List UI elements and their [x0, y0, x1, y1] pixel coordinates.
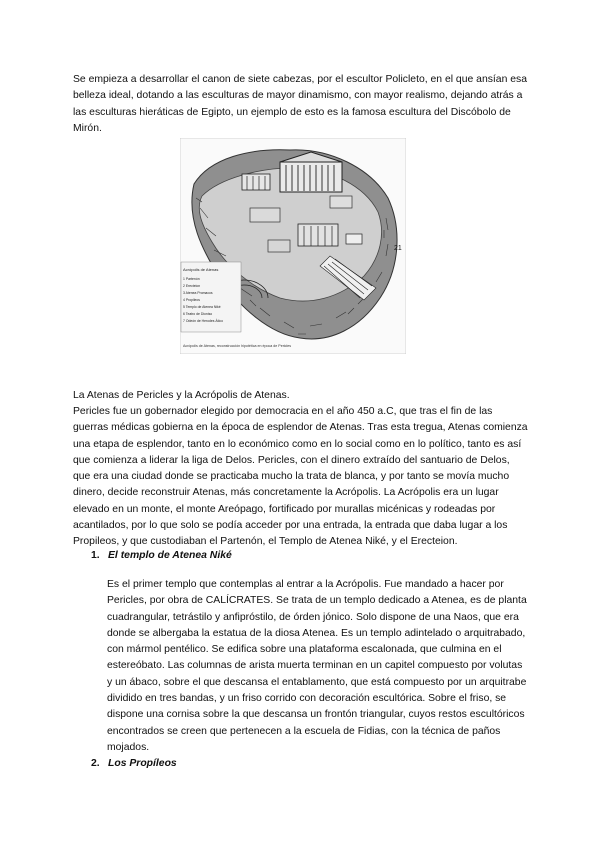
list-heading-2 [91, 756, 177, 772]
legend-item: 2 Erecteion [183, 284, 201, 288]
list-heading-1 [91, 548, 232, 564]
legend-item: 1 Partenón [183, 277, 200, 281]
acropolis-figure [180, 138, 406, 354]
intro-paragraph: Se empieza a desarrollar el canon de siete cabezas, por el escultor Policleto, en el que ansían esa belleza ideal, dotando a las esculturas de mayor dinamismo, con mayor realismo, dejando atrás a las esculturas hieráticas de Egipto, un ejemplo de esto es la famosa escultura del Discóbolo de Mirón. [73, 74, 527, 134]
acropolis-illustration [180, 138, 406, 354]
figure-number-label: 21 [394, 245, 402, 252]
legend-item: 5 Templo de Atenea Niké [183, 305, 221, 309]
list-title: El templo de Atenea Niké [108, 550, 232, 561]
list-body-1: Es el primer templo que contemplas al entrar a la Acrópolis. Fue mandado a hacer por Pericles, por obra de CALÍCRATES. Se trata de un templo dedicado a Atenea, es de planta cuadrangular, tetrástilo y anfipróstilo, de órden jónico. Solo dispone de una Naos, que era donde se albergaba la estatua de la diosa Atenea. Es un templo adintelado o arquitrabado, con mármol pentélico. Se edifica sobre una plataforma escalonada, que culmina en el estereóbato. Las columnas de arista muerta terminan en un capitel compuesto por volutas y un ábaco, sobre el que descansa el entablamento, que está compuesto por un arquitrabe dividido en tres bandas, y un friso corrido con decoración escultórica. Sobre el friso, se dispone una cornisa sobre la que descansa un frontón triangular, cuyos restos escultóricos encontrados se creen que pertenecen a la escuela de Fidias, con la técnica de paños mojados. [107, 579, 527, 753]
legend-item: 3 Atenea Promacos [183, 291, 213, 295]
list-title: Los Propíleos [108, 758, 177, 769]
list-number: 1. [91, 550, 100, 561]
list-number: 2. [91, 758, 100, 769]
legend-heading: Acrópolis de Atenas [183, 267, 219, 272]
figure-caption: Acrópolis de Atenas, reconstrucción hipotética en época de Pericles [183, 344, 292, 348]
section-title: La Atenas de Pericles y la Acrópolis de Atenas. [73, 390, 290, 401]
section-body: Pericles fue un gobernador elegido por democracia en el año 450 a.C, que tras el fin de las guerras médicas gobierna en la época de esplendor de Atenas. Tras esta tregua, Atenas comienza una etapa de esplendor, tanto en lo económico como en lo social como en lo político, tanto es así que comienza a liderar la liga de Delos. Pericles, con el dinero extraído del santuario de Delos, que era una ciudad donde se practicaba mucho la trata de blanca, y por tanto se movía mucho dinero, decide reconstruir Atenas, más concretamente la Acrópolis. La Acrópolis era un lugar elevado en un monte, el monte Areópago, fortificado por murallas micénicas y rodeadas por acantilados, por lo que solo se podía acceder por una entrada, la entrada que daba lugar a los Propileos, y que custodiaban el Partenón, el Templo de Atenea Niké, y el Erecteion. [73, 406, 528, 548]
legend-item: 6 Teatro de Dioniso [183, 312, 213, 316]
legend-item: 7 Odeón de Herodes Ático [183, 319, 223, 323]
legend-item: 4 Propileos [183, 298, 200, 302]
